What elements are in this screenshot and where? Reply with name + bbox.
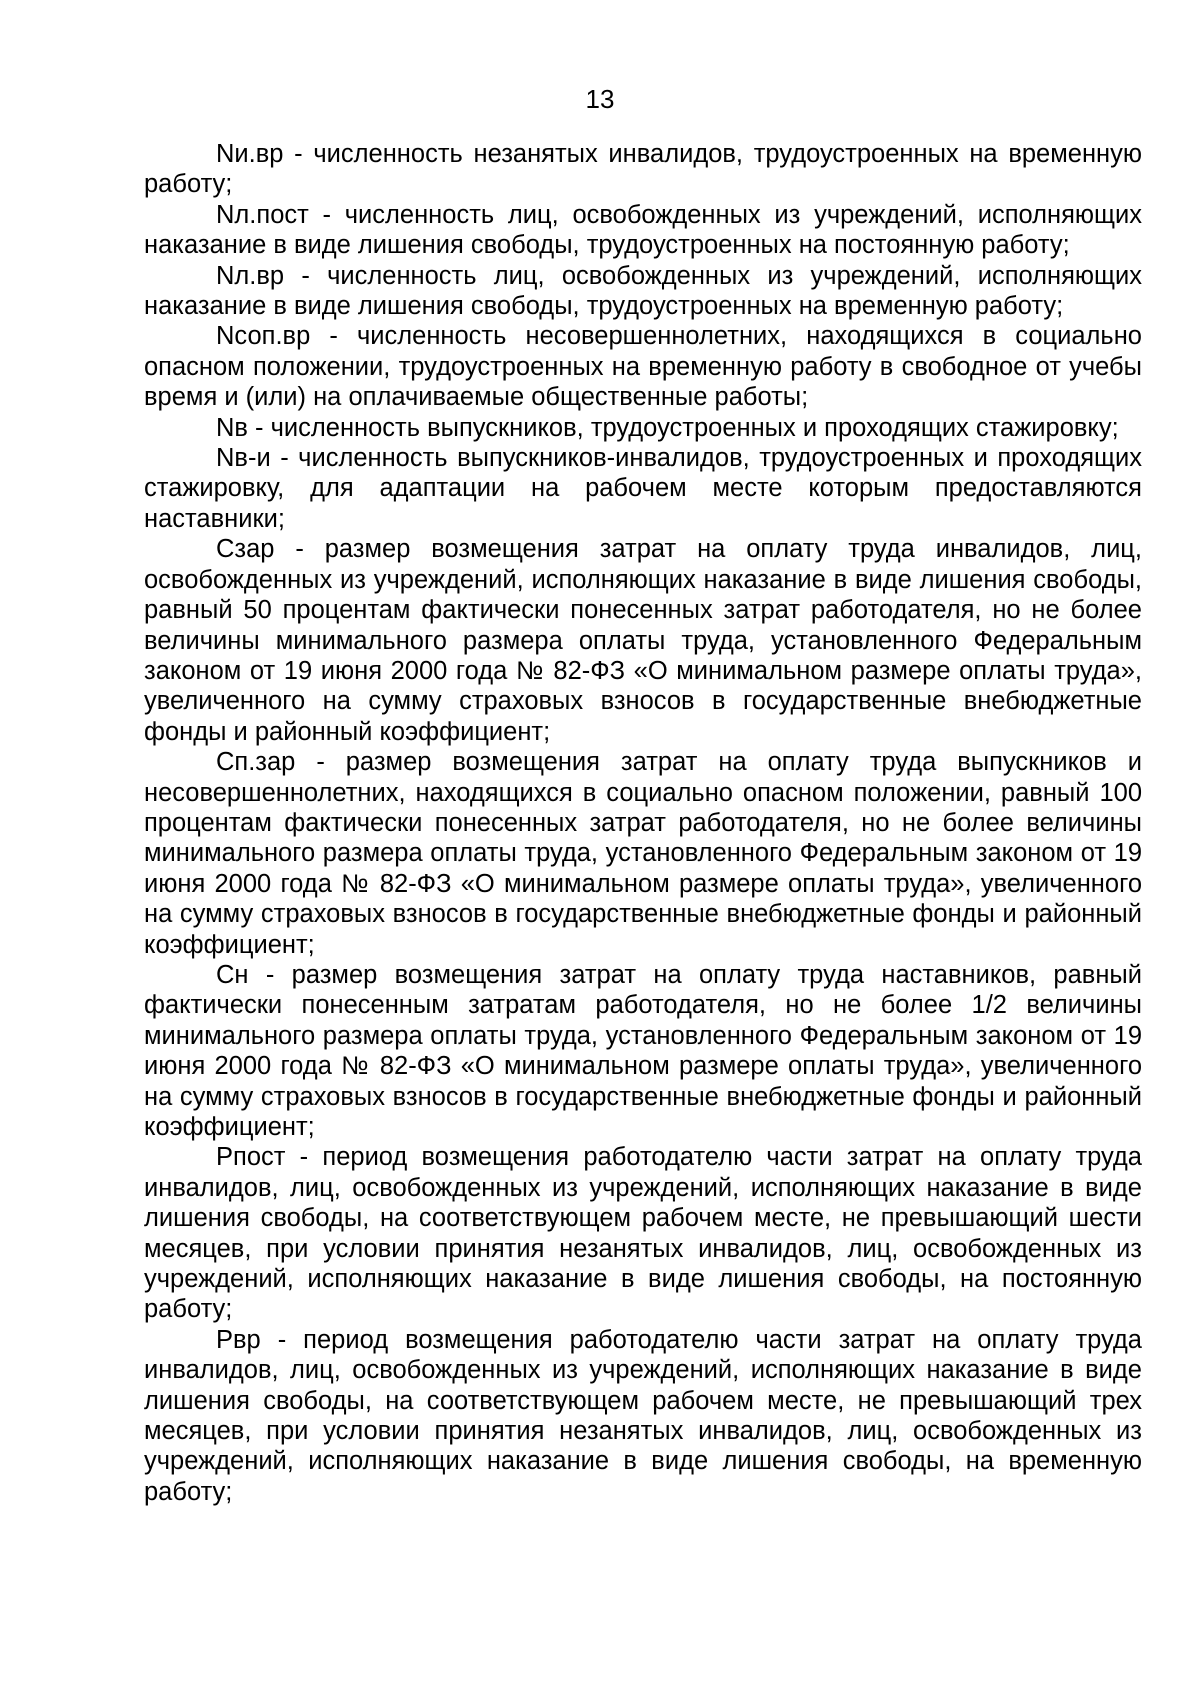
definition-paragraph: Nл.пост - численность лиц, освобожденных из учреждений, исполняющих наказание в виде лишения свободы, трудоустроенных на постоянную работу; xyxy=(144,200,1142,260)
definition-paragraph: Сп.зар - размер возмещения затрат на оплату труда выпускников и несовершеннолетних, находящихся в социально опасном положении, равный 100 процентам фактически понесенных затрат работодателя, но не более величины минимального размера оплаты труда, установленного Федеральным законом от 19 июня 2000 года № 82-ФЗ «О минимальном размере оплаты труда», увеличенного на сумму страховых взносов в государственные внебюджетные фонды и районный коэффициент; xyxy=(144,748,1142,959)
definition-paragraph: Nи.вр - численность незанятых инвалидов, трудоустроенных на временную работу; xyxy=(144,140,1142,199)
definition-paragraph: Nв - численность выпускников, трудоустроенных и проходящих стажировку; xyxy=(216,413,1119,442)
definition-paragraph: Nв-и - численность выпускников-инвалидов, трудоустроенных и проходящих стажировку, для адаптации на рабочем месте которым предоставляются наставники; xyxy=(144,444,1142,533)
page-number: 13 xyxy=(585,84,615,114)
definition-paragraph: Сзар - размер возмещения затрат на оплату труда инвалидов, лиц, освобожденных из учреждений, исполняющих наказание в виде лишения свободы, равный 50 процентам фактически понесенных затрат работодателя, но не более величины минимального размера оплаты труда, установленного Федеральным законом от 19 июня 2000 года № 82-ФЗ «О минимальном размере оплаты труда», увеличенного на сумму страховых взносов в государственные внебюджетные фонды и районный коэффициент; xyxy=(144,535,1142,746)
definition-paragraph: Рпост - период возмещения работодателю части затрат на оплату труда инвалидов, лиц, освобожденных из учреждений, исполняющих наказание в виде лишения свободы, на соответствующем рабочем месте, не превышающий шести месяцев, при условии принятия незанятых инвалидов, лиц, освобожденных из учреждений, исполняющих наказание в виде лишения свободы, на постоянную работу; xyxy=(144,1143,1142,1324)
definition-paragraph: Рвр - период возмещения работодателю части затрат на оплату труда инвалидов, лиц, освобожденных из учреждений, исполняющих наказание в виде лишения свободы, на соответствующем рабочем месте, не превышающий трех месяцев, при условии принятия незанятых инвалидов, лиц, освобожденных из учреждений, исполняющих наказание в виде лишения свободы, на временную работу; xyxy=(144,1325,1142,1506)
definition-paragraph: Сн - размер возмещения затрат на оплату труда наставников, равный фактически понесенным затратам работодателя, но не более 1/2 величины минимального размера оплаты труда, установленного Федеральным законом от 19 июня 2000 года № 82-ФЗ «О минимальном размере оплаты труда», увеличенного на сумму страховых взносов в государственные внебюджетные фонды и районный коэффициент; xyxy=(144,960,1142,1141)
definition-paragraph: Nсоп.вр - численность несовершеннолетних, находящихся в социально опасном положении, трудоустроенных на временную работу в свободное от учебы время и (или) на оплачиваемые общественные работы; xyxy=(144,322,1142,412)
definition-paragraph: Nл.вр - численность лиц, освобожденных из учреждений, исполняющих наказание в виде лишения свободы, трудоустроенных на временную работу; xyxy=(144,261,1142,321)
document-body xyxy=(144,139,1142,1507)
